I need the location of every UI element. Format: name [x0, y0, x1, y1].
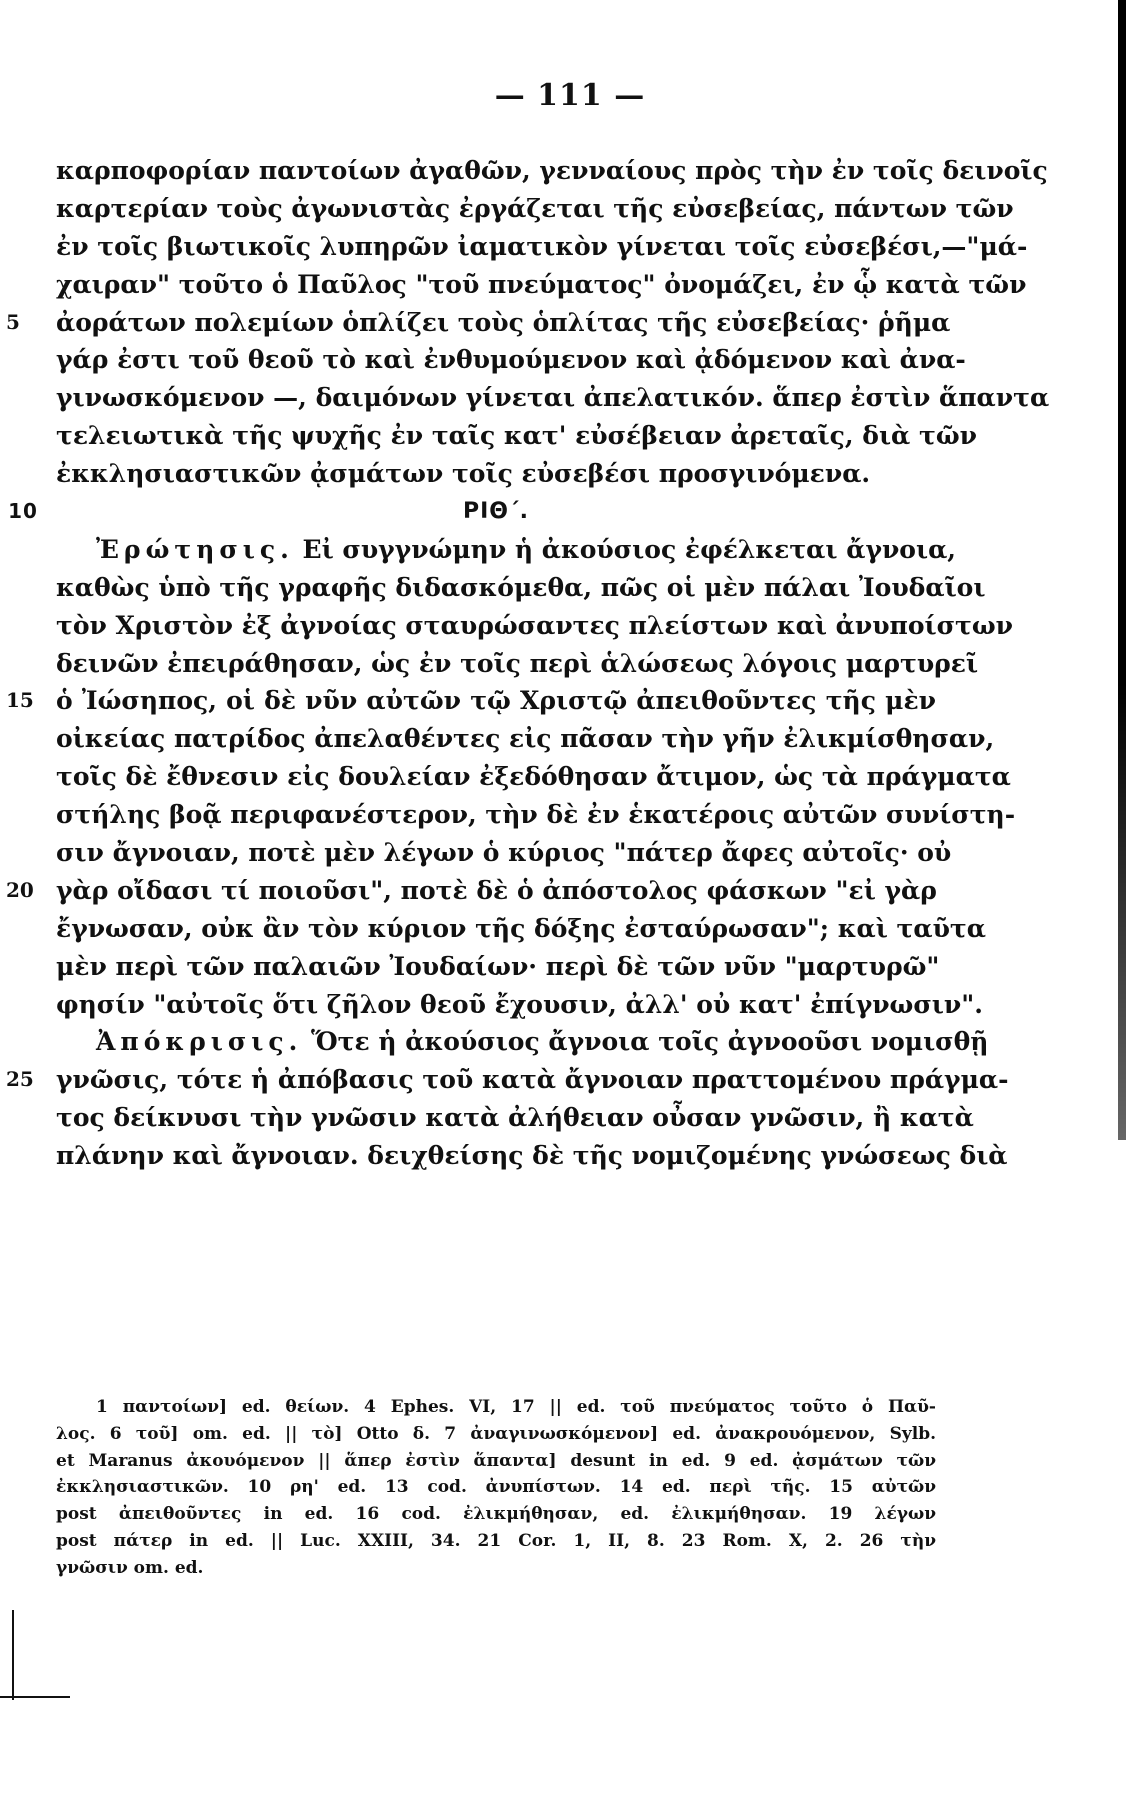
text-line	[56, 948, 940, 986]
line-text: ἔγνωσαν, οὐκ ἂν τὸν κύριον τῆς δόξης ἐσταύρωσαν"; καὶ ταῦτα	[56, 913, 986, 943]
line-text: δεινῶν ἐπειράθησαν, ὡς ἐν τοῖς περὶ ἁλώσεως λόγοις μαρτυρεῖ	[56, 648, 979, 678]
line-text: χαιραν" τοῦτο ὁ Παῦλος "τοῦ πνεύματος" ὀνομάζει, ἐν ᾧ κατὰ τῶν	[56, 269, 1027, 299]
text-line	[56, 417, 977, 455]
line-text: Ὅτε ἡ ἀκούσιος ἄγνοια τοῖς ἀγνοοῦσι νομισθῇ	[311, 1027, 989, 1057]
line-text: γὰρ οἴδασι τί ποιοῦσι", ποτὲ δὲ ὁ ἀπόστολος φάσκων "εἰ γὰρ	[56, 875, 937, 905]
line-text: σιν ἄγνοιαν, ποτὲ μὲν λέγων ὁ κύριος "πάτερ ἄφες αὐτοῖς· οὐ	[56, 838, 952, 868]
line-text: ἐκκλησιαστικῶν ᾀσμάτων τοῖς εὐσεβέσι προσγινόμενα.	[56, 459, 871, 489]
line-text: οἰκείας πατρίδος ἀπελαθέντες εἰς πᾶσαν τὴν γῆν ἐλικμίσθησαν,	[56, 724, 995, 754]
line-text: καθὼς ὑπὸ τῆς γραφῆς διδασκόμεθα, πῶς οἱ μὲν πάλαι Ἰουδαῖοι	[56, 572, 986, 602]
line-number: 10	[8, 499, 38, 524]
line-number: 25	[6, 1067, 34, 1092]
line-text: τελειωτικὰ τῆς ψυχῆς ἐν ταῖς κατ' εὐσέβειαν ἀρεταῖς, διὰ τῶν	[56, 421, 977, 451]
text-line	[56, 796, 1016, 834]
text-line	[6, 1061, 1009, 1099]
text-line	[56, 834, 952, 872]
text-line	[56, 720, 995, 758]
section-lead: Ἐρώτησις.	[96, 534, 294, 564]
text-line	[56, 455, 936, 493]
text-line	[56, 607, 1014, 645]
line-text: ἀοράτων πολεμίων ὁπλίζει τοὺς ὁπλίτας τῆς εὐσεβείας· ῥῆμα	[56, 307, 951, 337]
footnote-line: post ἀπειθοῦντες in ed. 16 cod. ἐλικμήθησαν, ed. ἐλικμήθησαν. 19 λέγων	[56, 1504, 936, 1525]
text-line	[6, 304, 951, 342]
line-text: φησίν "αὐτοῖς ὅτι ζῆλον θεοῦ ἔχουσιν, ἀλλ' οὐ κατ' ἐπίγνωσιν".	[56, 989, 983, 1019]
footnote-line: λος. 6 τοῦ] om. ed. || τὸ] Otto δ. 7 ἀναγινωσκόμενον] ed. ἀνακρουόμενον, Sylb.	[56, 1423, 936, 1444]
text-line	[56, 190, 1014, 228]
line-text: ἐν τοῖς βιωτικοῖς λυπηρῶν ἰαματικὸν γίνεται τοῖς εὐσεβέσι,—"μά-	[56, 231, 1028, 261]
line-text: πλάνην καὶ ἄγνοιαν. δειχθείσης δὲ τῆς νομιζομένης γνώσεως διὰ	[56, 1141, 1008, 1171]
line-text: τοῖς δὲ ἔθνεσιν εἰς δουλείαν ἐξεδόθησαν ἄτιμον, ὡς τὰ πράγματα	[56, 762, 1011, 792]
text-line	[56, 531, 957, 569]
scan-edge-mark-bottom	[0, 1696, 70, 1698]
text-line	[56, 569, 986, 607]
text-line	[56, 1023, 989, 1061]
line-number: 15	[6, 688, 34, 713]
scan-edge-mark-left	[12, 1610, 14, 1700]
footnote-line: ἐκκλησιαστικῶν. 10 ρη' ed. 13 cod. ἀνυπίστων. 14 ed. περὶ τῆς. 15 αὐτῶν	[56, 1477, 936, 1498]
text-line	[56, 152, 1048, 190]
line-text: τὸν Χριστὸν ἐξ ἀγνοίας σταυρώσαντες πλείστων καὶ ἀνυποίστων	[56, 610, 1014, 640]
text-line	[8, 493, 936, 531]
line-number: 5	[6, 309, 20, 334]
line-text: Εἰ συγγνώμην ἡ ἀκούσιος ἐφέλκεται ἄγνοια,	[302, 534, 957, 564]
text-line	[56, 986, 983, 1024]
scan-edge-mark	[1118, 0, 1126, 1140]
line-number: 20	[6, 877, 34, 902]
text-line	[56, 910, 986, 948]
main-text	[6, 152, 1050, 1175]
line-text: στήλης βοᾷ περιφανέστερον, τὴν δὲ ἐν ἑκατέροις αὐτῶν συνίστη-	[56, 800, 1016, 830]
text-line	[6, 872, 937, 910]
text-line	[56, 379, 1050, 417]
footnotes	[56, 1394, 936, 1582]
text-line	[56, 645, 979, 683]
text-line	[6, 682, 936, 720]
footnote-line: γνῶσιν om. ed.	[56, 1557, 204, 1578]
text-line	[56, 228, 1028, 266]
footnote-line: 1 παντοίων] ed. θείων. 4 Ephes. VI, 17 || ed. τοῦ πνεύματος τοῦτο ὁ Παῦ-	[96, 1397, 936, 1417]
line-text: καρποφορίαν παντοίων ἀγαθῶν, γενναίους πρὸς τὴν ἐν τοῖς δεινοῖς	[56, 156, 1048, 185]
line-text: ΡΙΘ΄.	[462, 499, 530, 525]
text-line	[56, 341, 966, 379]
line-text: ὁ Ἰώσηπος, οἱ δὲ νῦν αὐτῶν τῷ Χριστῷ ἀπειθοῦντες τῆς μὲν	[56, 686, 936, 716]
text-line	[56, 266, 1027, 304]
text-line	[56, 758, 1011, 796]
line-text: τος δείκνυσι τὴν γνῶσιν κατὰ ἀλήθειαν οὖσαν γνῶσιν, ἢ κατὰ	[56, 1103, 974, 1133]
text-line	[56, 1137, 1008, 1175]
line-text: γινωσκόμενον —, δαιμόνων γίνεται ἀπελατικόν. ἅπερ ἐστὶν ἅπαντα	[56, 383, 1050, 413]
page-number: — 111 —	[494, 78, 646, 113]
footnote-line: post πάτερ in ed. || Luc. XXIII, 34. 21 Cor. 1, II, 8. 23 Rom. X, 2. 26 τὴν	[56, 1530, 936, 1551]
line-text: γνῶσις, τότε ἡ ἀπόβασις τοῦ κατὰ ἄγνοιαν πραττομένου πράγμα-	[56, 1065, 1009, 1095]
line-text: καρτερίαν τοὺς ἀγωνιστὰς ἐργάζεται τῆς εὐσεβείας, πάντων τῶν	[56, 193, 1014, 223]
footnote-line: et Maranus ἀκουόμενον || ἅπερ ἐστὶν ἅπαντα] desunt in ed. 9 ed. ᾀσμάτων τῶν	[56, 1450, 936, 1471]
line-text: μὲν περὶ τῶν παλαιῶν Ἰουδαίων· περὶ δὲ τῶν νῦν "μαρτυρῶ"	[56, 951, 940, 981]
line-text: γάρ ἐστι τοῦ θεοῦ τὸ καὶ ἐνθυμούμενον καὶ ᾀδόμενον καὶ ἀνα-	[56, 345, 966, 375]
text-line	[56, 1099, 974, 1137]
section-lead: Ἀπόκρισις.	[96, 1027, 303, 1057]
